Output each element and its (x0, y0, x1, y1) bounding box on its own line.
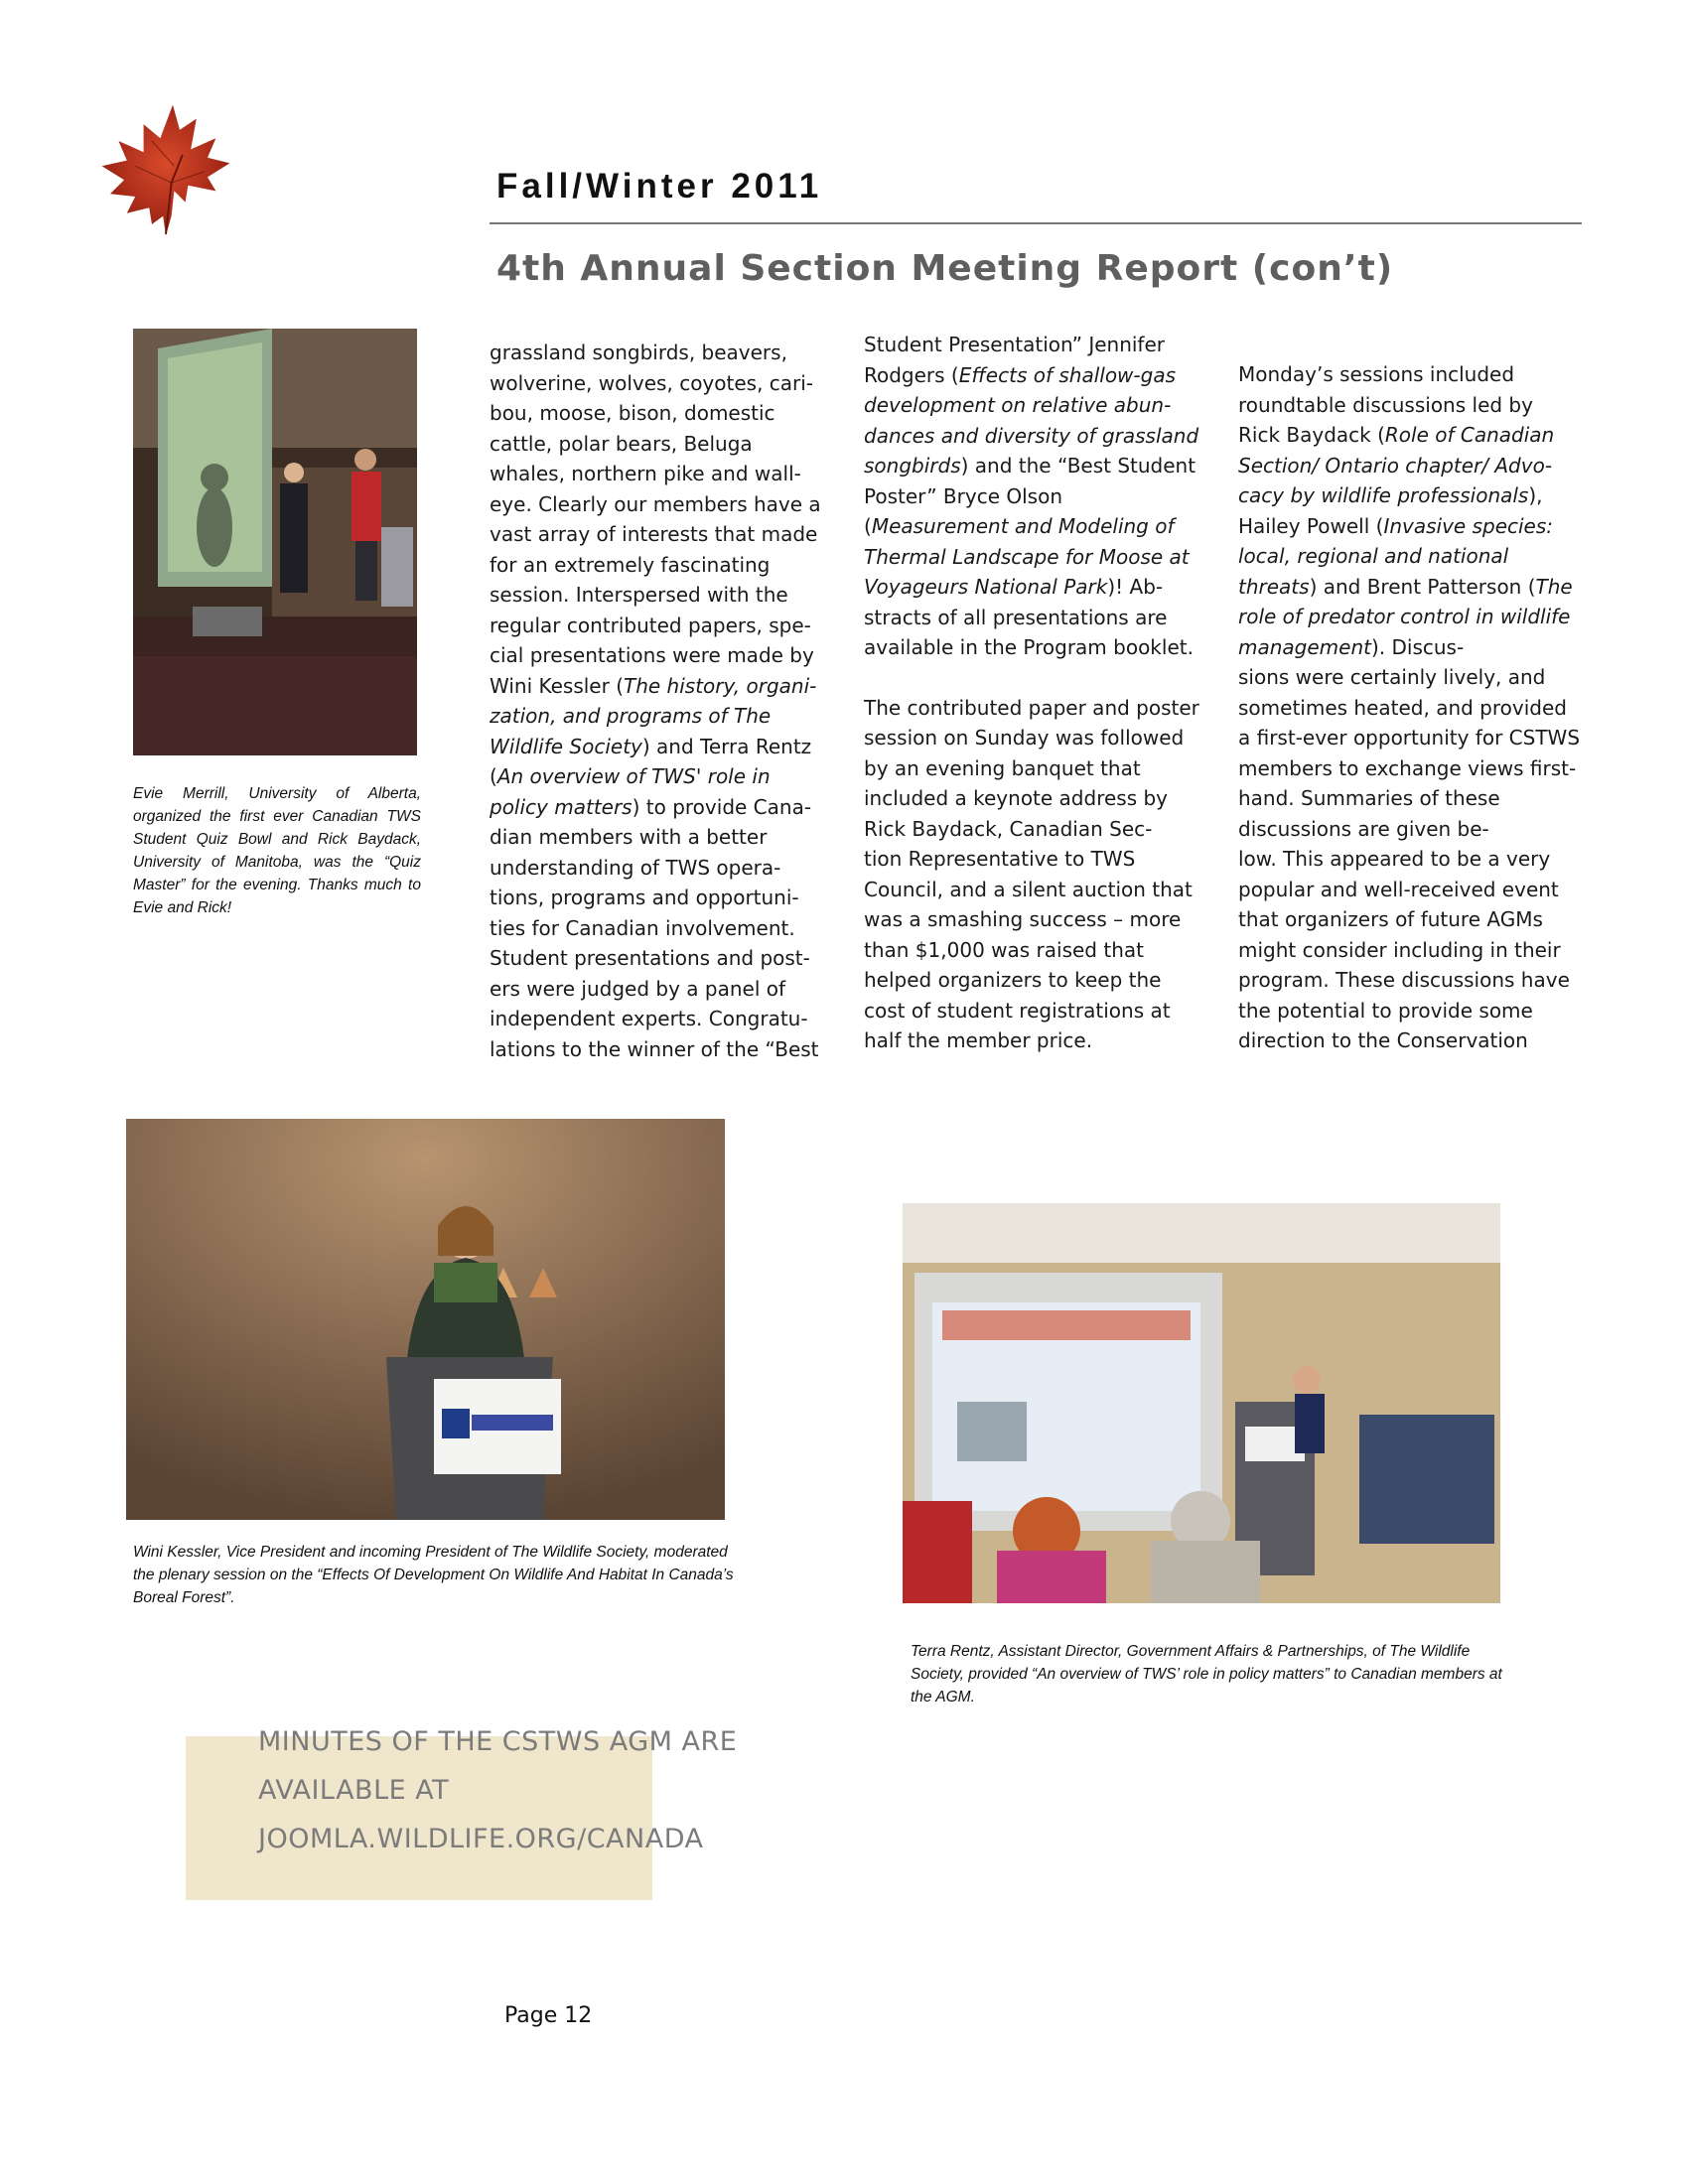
column-2-text-para2: The contributed paper and poster session on Sunday was followed by an evening banquet that included a keynote address by Rick Baydack, Canadian Sec- tion Representative to TWS Council, and a silent auction that was a smashing success – more than $1,000 was raised that helped organizers to keep the cost of student registrations at half the member price. (864, 695, 1199, 1052)
maple-leaf-icon (95, 99, 236, 238)
page-title: 4th Annual Section Meeting Report (con’t) (496, 248, 1394, 289)
article-column-3 (1238, 359, 1581, 1056)
rentz-caption: Terra Rentz, Assistant Director, Government Affairs & Partnerships, of The Wildlife Society, provided “An overview of TWS’ role in policy matters” to Canadian members at the AGM. (911, 1643, 1502, 1706)
article-column-2 (864, 330, 1206, 1056)
page-number: Page 12 (504, 2003, 593, 2028)
agm-minutes-callout (258, 1717, 814, 1863)
kessler-photo (126, 1119, 725, 1520)
quiz-bowl-caption: Evie Merrill, University of Alberta, organized the first ever Canadian TWS Student Quiz Bowl and Rick Baydack, University of Manitoba, was the “Quiz Master” for the evening. Thanks much to Evie and Rick! (133, 785, 421, 916)
callout-line-3: JOOMLA.WILDLIFE.ORG/CANADA (258, 1824, 704, 1854)
column-3-text: Monday’s sessions included roundtable discussions led by Rick Baydack (Role of Canadian Section/ Ontario chapter/ Advo- cacy by wildlife professionals), Hailey Powell (Invasive species: local, regional and national threats) and Brent Patterson (The role of predator control in wildlife management). Discus- sions were certainly lively, and sometimes heated, and provided a first-ever opportunity for CSTWS members to exchange views first-hand. Summaries of these discussions are given be- low. This appeared to be a very popular and well-received event that organizers of future AGMs might consider including in their program. These discussions have the potential to provide some direction to the Conservation (1238, 362, 1581, 1052)
rentz-photo (903, 1203, 1500, 1603)
callout-line-1: MINUTES OF THE CSTWS AGM ARE (258, 1726, 738, 1757)
header-rule (490, 222, 1582, 224)
issue-date: Fall/Winter 2011 (496, 167, 823, 205)
quiz-bowl-photo (133, 329, 417, 755)
column-1-text: grassland songbirds, beavers, wolverine, wolves, coyotes, cari- bou, moose, bison, domestic cattle, polar bears, Beluga whales, northern pike and wall- eye. Clearly our members have a vast array of interests that made for an extremely fascinating session. Interspersed with the regular contributed papers, spe- cial presentations were made by Wini Kessler (The history, organi- zation, and programs of The Wildlife Society) and Terra Rentz (An overview of TWS' role in policy matters) to provide Cana- dian members with a better understanding of TWS opera- tions, programs and opportuni- ties for Canadian involvement. Student presentations and post- ers were judged by a panel of independent experts. Congratu- lations to the winner of the “Best (490, 341, 821, 1061)
kessler-caption: Wini Kessler, Vice President and incoming President of The Wildlife Society, moderated the plenary session on the “Effects Of Development On Wildlife And Habitat In Canada’s Boreal Forest”. (133, 1544, 734, 1606)
article-column-1 (490, 338, 832, 1064)
callout-line-2: AVAILABLE AT (258, 1775, 450, 1806)
column-2-text: Student Presentation” Jennifer Rodgers (Effects of shallow-gas development on relative abun- dances and diversity of grassland songbirds) and the “Best Student Poster” Bryce Olson (Measurement and Modeling of Thermal Landscape for Moose at Voyageurs National Park)! Ab- stracts of all presentations are available in the Program booklet. (864, 333, 1199, 659)
